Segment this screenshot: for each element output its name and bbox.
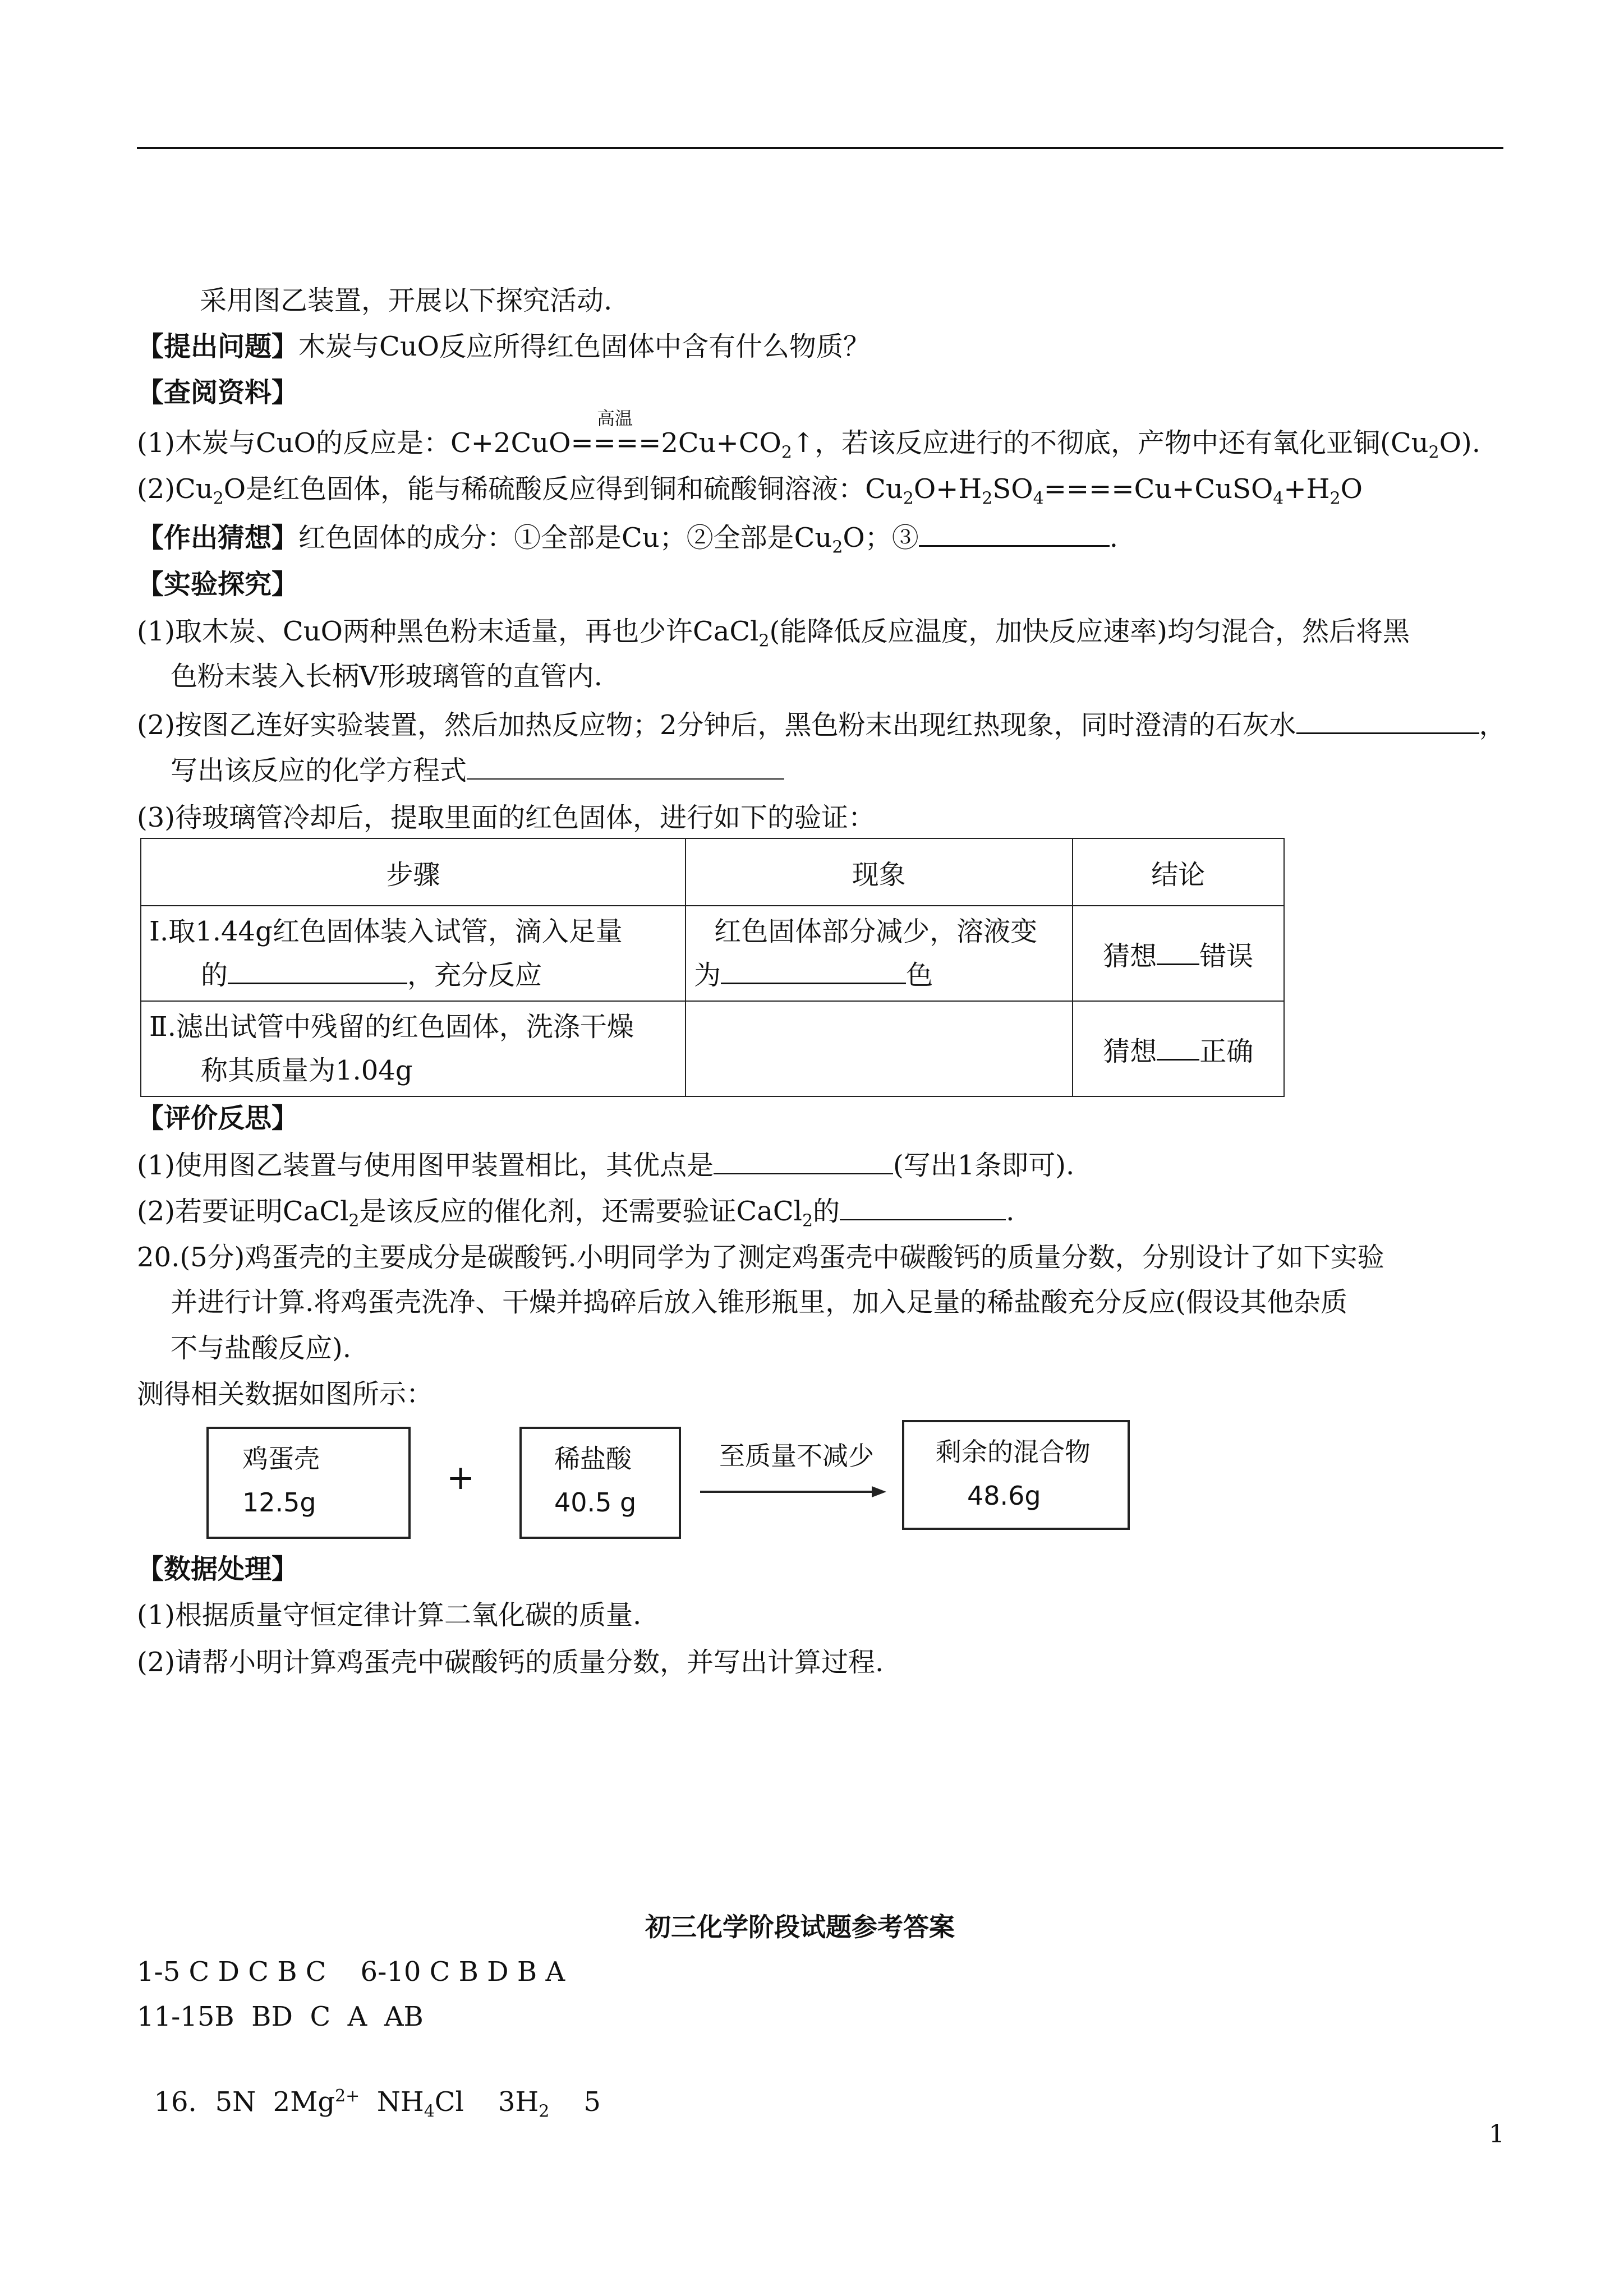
row1-concl-b: 错误 [1199,940,1254,972]
reflect2-a-sub: 2 [348,1211,360,1231]
reagent-answer-blank[interactable] [228,958,407,984]
ref1-prefix: (1)木炭与CuO的反应是：C+2CuO====2Cu+CO [137,427,781,459]
reflect2-b-sub: 2 [802,1211,813,1231]
reflect2-d: . [1006,1196,1015,1227]
ref2-b: O是红色固体，能与稀硫酸反应得到铜和硫酸铜溶液：Cu [223,473,903,505]
color-answer-blank[interactable] [721,958,906,984]
row1-phen-line2 [694,953,1066,997]
ref2-f: +H [1283,473,1330,505]
reflect1-b: (写出1条即可). [893,1150,1075,1181]
answer16-a: 16．5N 2Mg [154,2086,335,2118]
equation-answer-blank[interactable] [467,754,784,780]
answer16-b: NH [360,2086,424,2118]
ref2-c: O+H [913,473,982,505]
reaction-equation [137,408,781,460]
ref1-suffix: ↑，若该反应进行的不彻底，产物中还有氧化亚铜(Cu [792,427,1429,459]
exp1-line1a: (1)取木炭、CuO两种黑色粉末适量，再也少许CaCl [137,616,759,647]
wrong-guess-blank[interactable] [1157,939,1199,965]
answer16-d: 5 [549,2086,601,2118]
answers-2: 11-15B BD C A AB [137,2001,424,2032]
reference-2 [137,472,1363,516]
header-conclusion: 结论 [1073,838,1285,906]
exp3-line: (3)待玻璃管冷却后，提取里面的红色固体，进行如下的验证： [137,802,875,833]
remaining-mixture-box [902,1420,1130,1530]
table-row [141,1001,1284,1096]
guess-end: . [1109,522,1119,554]
guess-text2: O；③ [843,522,919,554]
condition-label: 高温 [597,408,633,429]
row1-step-b: 的 [201,960,228,991]
header-phenomenon: 现象 [686,838,1072,906]
row1-phen-a: 红色固体部分减少，溶液变 [714,916,1038,947]
answers-3 [137,2046,601,2129]
ref2-b-sub: 2 [903,488,914,509]
q20-line2: 并进行计算.将鸡蛋壳洗净、干燥并捣碎后放入锥形瓶里，加入足量的稀盐酸充分反应(假设其他杂质 [171,1287,1347,1318]
reflect2-b: 是该反应的催化剂，还需要验证CaCl [359,1196,802,1227]
acid-mass: 40.5 g [554,1487,637,1518]
row2-conclusion [1073,1001,1285,1096]
row1-step-a: Ⅰ.取1.44g红色固体装入试管，滴入足量 [149,916,623,947]
right-guess-blank[interactable] [1157,1034,1199,1061]
question-text: 木炭与CuO反应所得红色固体中含有什么物质？ [298,331,871,362]
answers-1: 1-5 C D C B C 6-10 C B D B A [137,1956,565,1988]
reflect-1 [137,1149,1074,1182]
exp2-line2 [171,754,784,787]
reflect1-a: (1)使用图乙装置与使用图甲装置相比，其优点是 [137,1150,714,1181]
exp2-line2-text: 写出该反应的化学方程式 [171,755,467,786]
plus-sign: + [447,1458,475,1497]
answer16-sup: 2+ [335,2086,360,2106]
hydrochloric-acid-box [519,1427,681,1539]
row2-step-a: Ⅱ.滤出试管中残留的红色固体，洗涤干燥 [149,1011,634,1043]
data-flow-diagram [0,1419,1624,1542]
ref2-c-sub: 2 [982,488,993,509]
eggshell-box [206,1427,411,1539]
ref2-d: SO [992,473,1033,505]
row1-step [141,906,686,1001]
exp2-line1-text: (2)按图乙连好实验装置，然后加热反应物；2分钟后，黑色粉末出现红热现象，同时澄清的石灰水 [137,709,1296,741]
guess-line [137,520,1118,565]
reflect-tag: 【评价反思】 [137,1103,299,1134]
header-step: 步骤 [141,838,686,906]
exp1-line2: 色粉末装入长柄V形玻璃管的直管内. [171,661,602,692]
question-tag: 【提出问题】 [137,331,299,362]
answer16-sub2: 2 [539,2101,550,2122]
eggshell-mass: 12.5g [242,1487,316,1518]
row1-step-content [141,906,685,1001]
row2-step [141,1001,686,1096]
answers-title: 初三化学阶段试题参考答案 [645,1912,955,1942]
exp2-comma: ， [1479,709,1506,741]
right-arrow-icon [698,1481,889,1503]
arrow-label: 至质量不减少 [719,1441,874,1471]
answer16-sub1: 4 [424,2101,435,2122]
row2-step-b: 称其质量为1.04g [201,1055,413,1086]
exp1-line1 [137,615,1410,658]
catalyst-answer-blank[interactable] [840,1195,1006,1220]
limewater-answer-blank[interactable] [1296,708,1479,734]
exp1-sub: 2 [758,631,770,651]
row1-concl-a: 猜想 [1103,940,1157,972]
ref2-a: (2)Cu [137,473,213,505]
mixture-label: 剩余的混合物 [936,1437,1091,1467]
intro-text: 采用图乙装置，开展以下探究活动. [200,285,613,316]
reflect2-a: (2)若要证明CaCl [137,1196,349,1227]
row1-step-c: ，充分反应 [407,960,542,991]
guess-tag: 【作出猜想】 [137,522,299,554]
q20-line3: 不与盐酸反应). [171,1333,351,1364]
ref1-sub2: 2 [1428,442,1439,463]
ref1-sub: 2 [781,442,792,463]
eggshell-label: 鸡蛋壳 [242,1444,320,1474]
acid-label: 稀盐酸 [554,1444,632,1474]
ref2-e: ====Cu+CuSO [1043,473,1273,505]
ref2-f-sub: 2 [1329,488,1341,509]
verification-table [140,838,1285,1097]
row1-phen-c: 色 [906,960,933,991]
row1-phen-b: 为 [694,960,721,991]
table-row [141,906,1284,1001]
page-number: 1 [1489,2120,1505,2149]
exp2-line1 [137,708,1506,742]
reference-1 [137,408,1480,470]
row2-step-content [141,1002,685,1096]
explore-tag: 【实验探究】 [137,569,299,600]
ref2-d-sub: 4 [1033,488,1044,509]
reflect-2 [137,1195,1014,1238]
exp1-line1b: (能降低反应温度，加快反应速率)均匀混合，然后将黑 [769,616,1410,647]
row1-phenomenon-content [686,906,1071,1001]
ref2-g: O [1340,473,1363,505]
row2-phenomenon [686,1001,1072,1096]
guess-sub: 2 [832,537,843,557]
process-1: (1)根据质量守恒定律计算二氧化碳的质量. [137,1599,642,1631]
row1-conclusion [1073,906,1285,1001]
question-line [137,330,870,363]
data-tag: 【查阅资料】 [137,377,299,408]
ref1-end: O). [1439,427,1480,459]
row1-step-line2 [149,953,679,997]
answer16-c: Cl 3H [434,2086,539,2118]
guess-text: 红色固体的成分：①全部是Cu；②全部是Cu [298,522,832,554]
mixture-mass: 48.6g [967,1481,1041,1511]
process-tag: 【数据处理】 [137,1553,299,1585]
ref2-a-sub: 2 [213,488,224,509]
row1-phenomenon [686,906,1072,1001]
guess-answer-blank[interactable] [919,520,1110,547]
table-header-row [141,838,1284,906]
process-2: (2)请帮小明计算鸡蛋壳中碳酸钙的质量分数，并写出计算过程. [137,1647,884,1678]
q20-line4: 测得相关数据如图所示： [137,1378,434,1410]
advantage-answer-blank[interactable] [714,1149,893,1174]
reflect2-c: 的 [813,1196,840,1227]
ref2-e-sub: 4 [1273,488,1284,509]
header-rule [137,147,1503,149]
row2-concl-a: 猜想 [1103,1035,1157,1067]
q20-line1: 20.(5分)鸡蛋壳的主要成分是碳酸钙.小明同学为了测定鸡蛋壳中碳酸钙的质量分数，分别设计了如下实验 [137,1242,1384,1273]
row2-concl-b: 正确 [1199,1035,1254,1067]
